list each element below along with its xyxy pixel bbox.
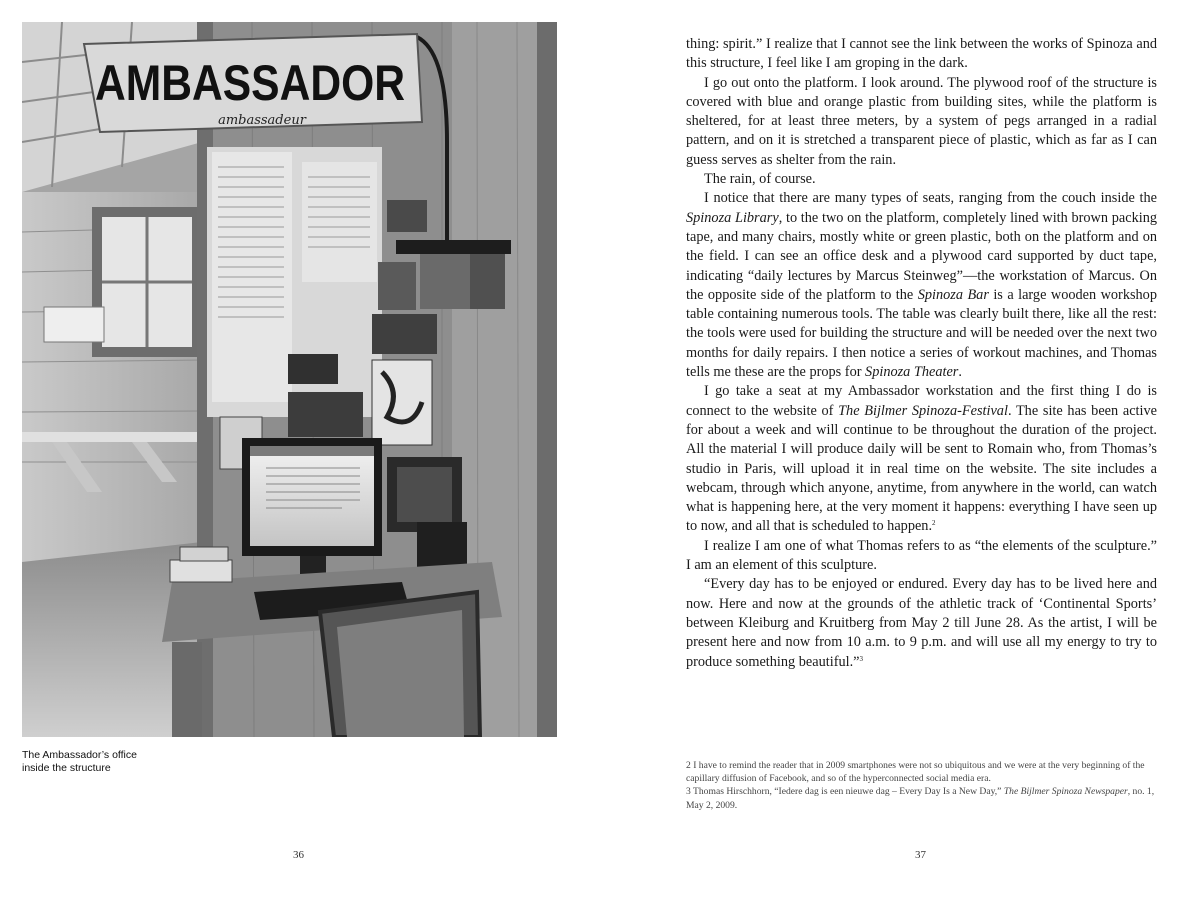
text-run: I go out onto the platform. I look around. The plywood roof of the structure is covered with blue and orange plastic from building sites, while the platform is sheltered, for at least three meters, by a system of pegs arranged in a radial pattern, and on it is stretched a transparent piece of plastic, which as far as I can guess serves as shelter from the rain. bbox=[686, 74, 1157, 168]
text-run: 2 I have to remind the reader that in 2009 smartphones were not so ubiquitous and we were at the very beginning of the capillary diffusion of Facebook, and so of the hyperconnected social media era. bbox=[686, 760, 1145, 785]
paragraph-4 bbox=[686, 189, 1157, 382]
footnotes bbox=[686, 759, 1157, 812]
italic-title: The Bijlmer Spinoza-Festival bbox=[838, 402, 1008, 419]
text-run: 3 Thomas Hirschhorn, “Iedere dag is een nieuwe dag – Every Day Is a New Day,” bbox=[686, 786, 1004, 798]
italic-title: Spinoza Library bbox=[686, 209, 779, 226]
sign-subtext: ambassadeur bbox=[218, 113, 306, 128]
ambassador-office-photo bbox=[22, 22, 557, 737]
footnote-2 bbox=[686, 785, 1157, 811]
text-run: The rain, of course. bbox=[704, 171, 816, 188]
text-run: . bbox=[958, 364, 962, 381]
paragraph-3 bbox=[686, 170, 1157, 189]
paragraph-5 bbox=[686, 382, 1157, 536]
text-run: is a large wooden workshop table containing numerous tools. The table was clearly built there, like all the rest: the tools were used for building the structure and will be needed over the next two months for daily repairs. I then notice a series of workout machines, and Thomas tells me these are the props for bbox=[686, 286, 1157, 381]
footnote-ref: 2 bbox=[932, 519, 936, 528]
text-run: thing: spirit.” I realize that I cannot see the link between the works of Spinoza and this structure, I feel like I am groping in the dark. bbox=[686, 36, 1157, 72]
paragraph-6 bbox=[686, 537, 1157, 576]
paragraph-7 bbox=[686, 575, 1157, 671]
page-number-right: 37 bbox=[915, 849, 926, 861]
caption-line-2: inside the structure bbox=[22, 762, 111, 774]
text-run: “Every day has to be enjoyed or endured. Every day has to be lived here and now. Here and now at the grounds of the athletic track of ‘Continental Sports’ between Kleiburg and Kruitberg from May 2 till June 28. As the artist, I will be present here and now from 10 a.m. to 9 p.m. and will use all my energy to try to produce something beautiful.” bbox=[686, 576, 1157, 670]
paragraph-1 bbox=[686, 35, 1157, 74]
sign-text: AMBASSADOR bbox=[95, 55, 405, 111]
italic-title: The Bijlmer Spinoza Newspaper bbox=[1003, 786, 1128, 798]
caption-line-1: The Ambassador’s office bbox=[22, 749, 137, 761]
text-run: , to the two on the platform, completely lined with brown packing tape, and many chairs, mostly white or green plastic, both on the platform and on the field. I can see an office desk and a plywood card supported by duct tape, indicating “daily lectures by Marcus Steinweg”—the workstation of Marcus. On the opposite side of the platform to the bbox=[686, 209, 1157, 303]
footnote-1 bbox=[686, 759, 1157, 785]
office-photo-illustration bbox=[22, 22, 557, 737]
text-run: I go take a seat at my Ambassador workstation and the first thing I do is connect to the website of bbox=[686, 383, 1157, 419]
page-number-left: 36 bbox=[293, 849, 304, 861]
text-run: , no. 1, May 2, 2009. bbox=[686, 786, 1155, 811]
text-run: I realize I am one of what Thomas refers to as “the elements of the sculpture.” I am an element of this sculpture. bbox=[686, 537, 1157, 574]
text-run: I notice that there are many types of seats, ranging from the couch inside the bbox=[704, 190, 1157, 207]
footnote-ref: 3 bbox=[859, 654, 863, 663]
text-run: . The site has been active for about a week and will continue to be throughout the duration of the project. All the material I will produce daily will be sent to Romain who, from Thomas’s studio in Paris, will upload it in real time on the website. The site includes a webcam, through which anyone, anytime, from anywhere in the world, can watch what is happening here, at the very moment it happens: everything I have seen up to now, and all that is scheduled to happen. bbox=[686, 402, 1157, 535]
paragraph-2 bbox=[686, 74, 1157, 170]
italic-title: Spinoza Theater bbox=[865, 364, 959, 381]
italic-title: Spinoza Bar bbox=[917, 286, 989, 303]
photo-caption bbox=[22, 749, 222, 775]
body-text bbox=[686, 35, 1157, 672]
